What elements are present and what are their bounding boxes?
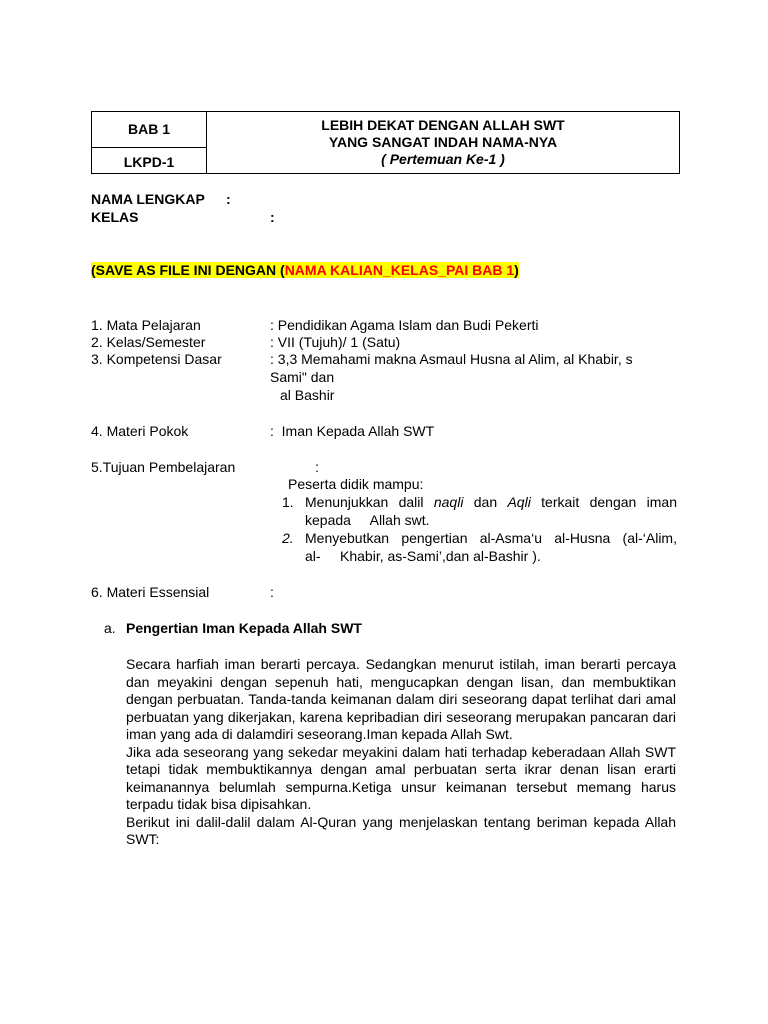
tujuan-1-naqli: naqli xyxy=(433,494,464,510)
tujuan-1-rest: terkait dengan iman xyxy=(530,494,678,510)
kelas-label: KELAS xyxy=(91,209,139,225)
kelas-semester-label: 2. Kelas/Semester xyxy=(91,334,206,350)
paragraph-2: Jika ada seseorang yang sekedar meyakini dalam hati terhadap keberadaan Allah SWT tetapi tidak membuktikannya dengan amal perbuatan serta ikrar denan lisan erarti keimanannya belumlah sempurna.Ketiga unsur keimanan tersebut memang harus terpadu tidak bisa dipisahkan. xyxy=(126,743,676,812)
tujuan-1-number: 1. xyxy=(282,494,294,510)
title-line-3: ( Pertemuan Ke-1 ) xyxy=(381,151,505,167)
tujuan-1-line-2: kepada Allah swt. xyxy=(305,512,430,528)
tujuan-1-spacer: Menunjukkan dalil xyxy=(305,494,434,510)
kelas-colon: : xyxy=(270,209,275,225)
kelas-semester-value: : VII (Tujuh)/ 1 (Satu) xyxy=(270,334,401,350)
tujuan-1-aqli: Aqli xyxy=(507,494,531,510)
tujuan-label: 5.Tujuan Pembelajaran xyxy=(91,459,236,475)
nama-colon: : xyxy=(226,191,231,207)
kd-value-line-2: Sami" dan xyxy=(270,369,335,385)
essensial-label: 6. Materi Essensial xyxy=(91,584,210,600)
save-note-filename: NAMA KALIAN_KELAS_PAI BAB 1 xyxy=(284,262,515,278)
save-note xyxy=(91,262,519,278)
table-divider xyxy=(92,147,206,148)
title-line-2: YANG SANGAT INDAH NAMA-NYA xyxy=(328,134,558,150)
section-body xyxy=(126,656,676,849)
essensial-colon: : xyxy=(270,584,274,600)
section-letter: a. xyxy=(104,620,116,636)
tujuan-2-number: 2. xyxy=(282,530,294,546)
mapel-label: 1. Mata Pelajaran xyxy=(91,317,201,333)
section-title: Pengertian Iman Kepada Allah SWT xyxy=(126,620,362,636)
title-line-1: LEBIH DEKAT DENGAN ALLAH SWT xyxy=(321,117,565,133)
lkpd-label: LKPD-1 xyxy=(123,154,175,170)
save-note-suffix: ) xyxy=(514,262,519,278)
tujuan-2-line-1: Menyebutkan pengertian al-Asma‘u al-Husna (al-‘Alim, xyxy=(305,530,677,546)
bab-label: BAB 1 xyxy=(127,121,170,137)
mapel-value: : Pendidikan Agama Islam dan Budi Pekerti xyxy=(270,317,539,333)
materi-label: 4. Materi Pokok xyxy=(91,423,189,439)
tujuan-1-line-1-full xyxy=(305,494,677,510)
save-note-prefix: (SAVE AS FILE INI DENGAN ( xyxy=(91,262,285,278)
paragraph-1: Secara harfiah iman berarti percaya. Sedangkan menurut istilah, iman berarti percaya dan meyakini dengan sepenuh hati, mengucapkan dengan lisan, dan membuktikan dengan perbuatan. Tanda-tanda keimanan dalam diri seseorang dapat terlihat dari amal perbuatan yang dikerjakan, karena kepribadian diri seseorang merupakan pancaran dari iman yang ada di dalamdiri seseorang.Iman kepada Allah Swt. xyxy=(126,656,676,742)
nama-label: NAMA LENGKAP xyxy=(91,191,205,207)
tujuan-1-and: dan xyxy=(463,494,508,510)
kd-value-line-1: : 3,3 Memahami makna Asmaul Husna al Alim, al Khabir, s xyxy=(270,351,633,367)
tujuan-colon: : xyxy=(315,459,319,475)
tujuan-intro: Peserta didik mampu: xyxy=(288,476,424,492)
tujuan-2-line-2: al- Khabir, as-Sami’,dan al-Bashir ). xyxy=(305,548,541,564)
header-table xyxy=(91,111,680,174)
materi-value: : Iman Kepada Allah SWT xyxy=(270,423,435,439)
paragraph-3: Berikut ini dalil-dalil dalam Al-Quran yang menjelaskan tentang beriman kepada Allah SWT: xyxy=(126,813,676,847)
kd-value-line-3: al Bashir xyxy=(280,387,335,403)
kd-label: 3. Kompetensi Dasar xyxy=(91,351,222,367)
